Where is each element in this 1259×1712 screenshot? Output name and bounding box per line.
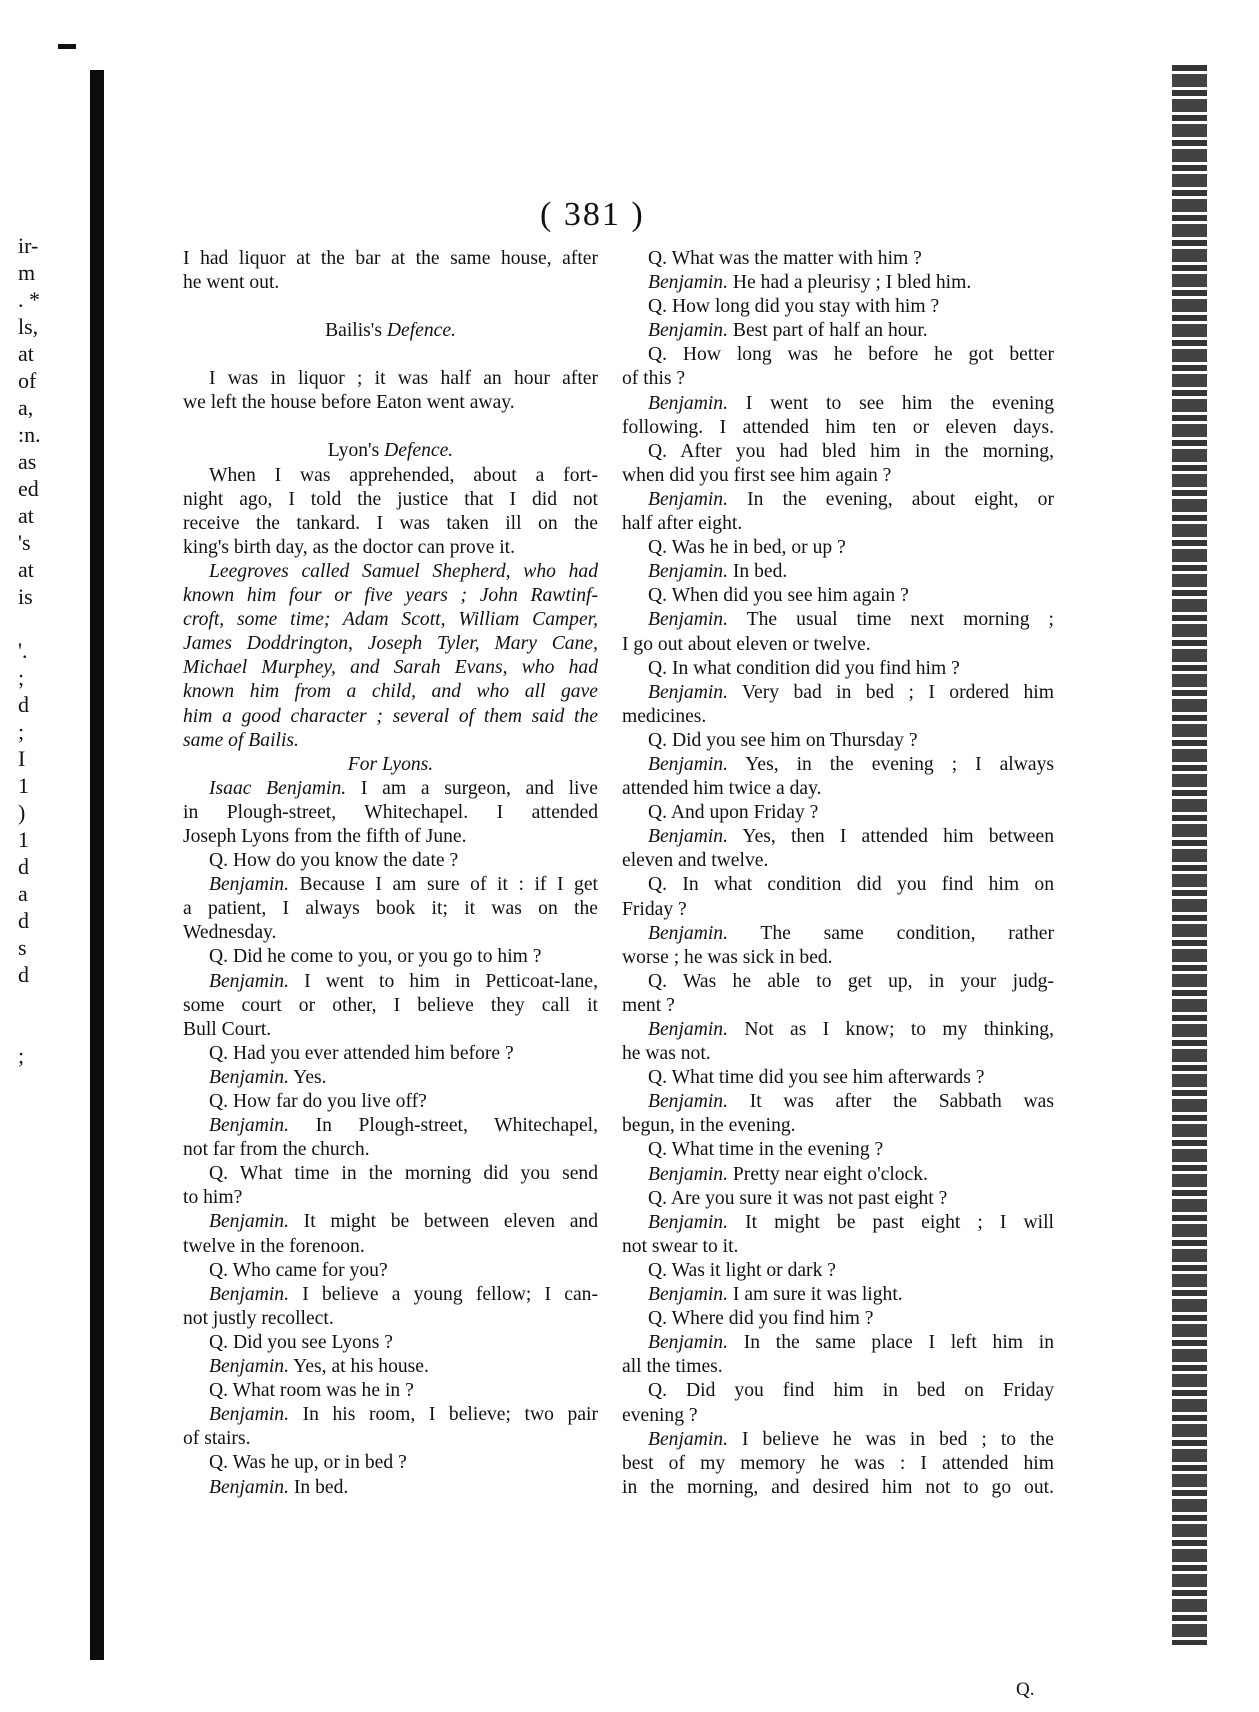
margin-fragment: at [18, 341, 34, 366]
text-line: Q. How long did you stay with him ? [648, 296, 940, 318]
text-line: in the morning, and desired him not to go out. [622, 1476, 1054, 1498]
text-line: Q. Was he up, or in bed ? [209, 1452, 407, 1474]
text-line: Q. In what condition did you find him on [648, 874, 1054, 896]
text-line: in Plough-street, Whitechapel. I attended [183, 801, 598, 823]
text-line: Q. Did he come to you, or you go to him ? [209, 946, 542, 968]
text-line: Benjamin. In the evening, about eight, or [648, 488, 1054, 510]
text-line: Benjamin. Not as I know; to my thinking, [648, 1019, 1054, 1040]
text-line: Benjamin. In Plough-street, Whitechapel, [209, 1115, 598, 1137]
section-heading: Lyon's Defence. [327, 440, 454, 462]
text-line: Q. Did you see him on Thursday ? [648, 729, 918, 751]
text-line: Joseph Lyons from the fifth of June. [183, 825, 467, 847]
text-line: Q. Who came for you? [209, 1259, 388, 1281]
text-line: half after eight. [622, 513, 743, 535]
text-line: receive the tankard. I was taken ill on the [183, 512, 598, 534]
text-line: Benjamin. The same condition, rather [648, 922, 1054, 944]
text-line: attended him twice a day. [622, 778, 822, 800]
text-line: Benjamin. It might be between eleven and [209, 1211, 598, 1233]
text-line: Q. What time in the morning did you send [209, 1163, 598, 1185]
text-line: Leegroves called Samuel Shepherd, who had [209, 560, 598, 582]
text-line: not far from the church. [183, 1139, 370, 1161]
margin-fragment: I [18, 746, 26, 771]
text-line: Q. When did you see him again ? [648, 585, 909, 607]
spacer [183, 343, 598, 367]
text-line: Q. How long was he before he got better [648, 344, 1054, 366]
text-line: Bull Court. [183, 1018, 272, 1040]
text-line: James Doddrington, Joseph Tyler, Mary Cane, [183, 633, 598, 655]
text-line: known him four or five years ; John Rawtinf- [183, 585, 598, 607]
text-line: Benjamin. I went to see him the evening [648, 392, 1054, 414]
text-line: Benjamin. Because I am sure of it : if I get [209, 874, 598, 896]
text-line: Benjamin. In his room, I believe; two pair [209, 1404, 598, 1426]
text-line: Benjamin. Very bad in bed ; I ordered him [648, 681, 1054, 703]
text-line: Michael Murphey, and Sarah Evans, who had [183, 657, 598, 679]
margin-fragment: . * [18, 287, 40, 312]
text-line: Benjamin. I went to him in Petticoat-lane, [209, 970, 598, 992]
margin-fragment: at [18, 557, 34, 582]
text-line: Benjamin. It was after the Sabbath was [648, 1091, 1054, 1113]
text-line: following. I attended him ten or eleven days. [622, 416, 1054, 438]
text-line: of stairs. [183, 1428, 251, 1450]
text-line: Benjamin. Yes, then I attended him between [648, 826, 1054, 848]
text-line: I had liquor at the bar at the same house, after [183, 248, 598, 269]
text-line: begun, in the evening. [622, 1115, 796, 1137]
margin-fragment: of [18, 368, 37, 393]
previous-page-margin-fragments [18, 232, 78, 1069]
text-line: Q. How do you know the date ? [209, 850, 459, 872]
text-line: Q. Had you ever attended him before ? [209, 1042, 514, 1064]
margin-fragment: is [18, 584, 33, 609]
spacer [183, 415, 598, 439]
text-line: Benjamin. Yes, at his house. [209, 1356, 429, 1378]
binding-mark [58, 44, 76, 49]
text-line: When I was apprehended, about a fort- [209, 464, 598, 486]
margin-fragment: :n. [18, 422, 41, 447]
margin-fragment [18, 610, 78, 637]
margin-fragment: d [18, 854, 29, 879]
adjacent-page-edge [1172, 65, 1207, 1645]
text-line: Benjamin. I believe a young fellow; I can- [209, 1283, 598, 1305]
text-line: Q. After you had bled him in the morning, [648, 440, 1054, 462]
margin-fragment: 1 [18, 773, 29, 798]
text-line: Benjamin. I am sure it was light. [648, 1284, 903, 1306]
margin-fragment: 's [18, 530, 31, 555]
text-line: Q. What was the matter with him ? [648, 248, 922, 269]
text-line: Friday ? [622, 898, 687, 920]
margin-fragment: at [18, 503, 34, 528]
text-line: Q. What time did you see him afterwards ? [648, 1067, 985, 1089]
text-line: Benjamin. He had a pleurisy ; I bled him. [648, 272, 972, 294]
text-line: Q. Was it light or dark ? [648, 1259, 836, 1281]
text-line: we left the house before Eaton went away. [183, 392, 515, 414]
text-line: Benjamin. It might be past eight ; I will [648, 1211, 1054, 1233]
left-text-column [183, 247, 598, 1500]
text-line: Wednesday. [183, 922, 277, 944]
text-line: Isaac Benjamin. I am a surgeon, and live [209, 777, 598, 799]
margin-fragment: m [18, 260, 36, 285]
text-line: ment ? [622, 994, 675, 1016]
text-line: not justly recollect. [183, 1307, 334, 1329]
text-line: Q. In what condition did you find him ? [648, 657, 960, 679]
text-line: croft, some time; Adam Scott, William Camper, [183, 609, 598, 631]
text-line: Q. Did you see Lyons ? [209, 1331, 393, 1353]
text-line: Benjamin. I believe he was in bed ; to the [648, 1428, 1054, 1450]
text-line: all the times. [622, 1356, 723, 1378]
text-line: evening ? [622, 1404, 698, 1426]
right-text-column [622, 247, 1054, 1500]
text-line: Benjamin. Pretty near eight o'clock. [648, 1163, 928, 1185]
text-line: Q. How far do you live off? [209, 1091, 427, 1112]
text-line: Q. And upon Friday ? [648, 802, 819, 824]
text-line: Q. What room was he in ? [209, 1380, 414, 1402]
margin-fragment: ) [18, 800, 26, 825]
text-line: Benjamin. In bed. [648, 561, 788, 583]
margin-fragment: ; [18, 1043, 25, 1068]
margin-fragment: 1 [18, 827, 29, 852]
text-line: eleven and twelve. [622, 850, 769, 872]
text-line: some court or other, I believe they call it [183, 994, 598, 1016]
text-line: same of Bailis. [183, 729, 299, 751]
text-line: Benjamin. In the same place I left him in [648, 1332, 1054, 1354]
section-heading: Bailis's Defence. [325, 320, 456, 342]
margin-fragment: ; [18, 719, 25, 744]
text-line: of this ? [622, 368, 686, 390]
text-line: when did you first see him again ? [622, 464, 892, 486]
margin-fragment: ed [18, 476, 39, 501]
margin-fragment: as [18, 449, 37, 474]
text-line: he went out. [183, 272, 280, 294]
margin-fragment [18, 1015, 78, 1042]
text-line: he was not. [622, 1043, 711, 1065]
text-line: Benjamin. In bed. [209, 1476, 349, 1498]
catchword: Q. [1016, 1679, 1035, 1700]
section-heading: For Lyons. [347, 753, 434, 775]
text-line: to him? [183, 1187, 243, 1209]
margin-fragment: d [18, 692, 29, 717]
margin-fragment: ; [18, 665, 25, 690]
text-line: Q. Are you sure it was not past eight ? [648, 1187, 948, 1209]
text-line: him a good character ; several of them said the [183, 705, 598, 727]
page-number: ( 381 ) [540, 196, 645, 233]
text-line: best of my memory he was : I attended him [622, 1452, 1054, 1474]
text-line: twelve in the forenoon. [183, 1235, 365, 1257]
text-line: Benjamin. Yes, in the evening ; I always [648, 753, 1054, 775]
text-line: Q. What time in the evening ? [648, 1139, 884, 1161]
text-line: Benjamin. Yes. [209, 1066, 327, 1088]
text-line: Benjamin. The usual time next morning ; [648, 609, 1054, 631]
margin-fragment: ls, [18, 314, 39, 339]
text-line: king's birth day, as the doctor can prove it. [183, 536, 516, 558]
margin-fragment: s [18, 935, 27, 960]
text-line: Benjamin. Best part of half an hour. [648, 320, 928, 342]
text-line: known him from a child, and who all gave [183, 681, 598, 703]
margin-fragment: '. [18, 638, 28, 663]
text-line: Q. Did you find him in bed on Friday [648, 1380, 1054, 1402]
text-line: worse ; he was sick in bed. [622, 946, 833, 968]
text-line: I was in liquor ; it was half an hour after [209, 368, 598, 390]
text-line: Q. Where did you find him ? [648, 1308, 874, 1330]
text-line: night ago, I told the justice that I did not [183, 488, 598, 510]
margin-fragment: a, [18, 395, 34, 420]
text-line: Q. Was he able to get up, in your judg- [648, 970, 1054, 992]
text-line: not swear to it. [622, 1235, 739, 1257]
margin-fragment: d [18, 962, 29, 987]
binding-shadow [90, 70, 104, 1660]
text-line: a patient, I always book it; it was on the [183, 898, 598, 920]
margin-fragment: a [18, 881, 28, 906]
spacer [183, 295, 598, 319]
text-line: Q. Was he in bed, or up ? [648, 537, 846, 559]
margin-fragment [18, 988, 78, 1015]
margin-fragment: ir- [18, 233, 39, 258]
text-line: medicines. [622, 705, 707, 727]
margin-fragment: d [18, 908, 29, 933]
text-line: I go out about eleven or twelve. [622, 633, 871, 655]
